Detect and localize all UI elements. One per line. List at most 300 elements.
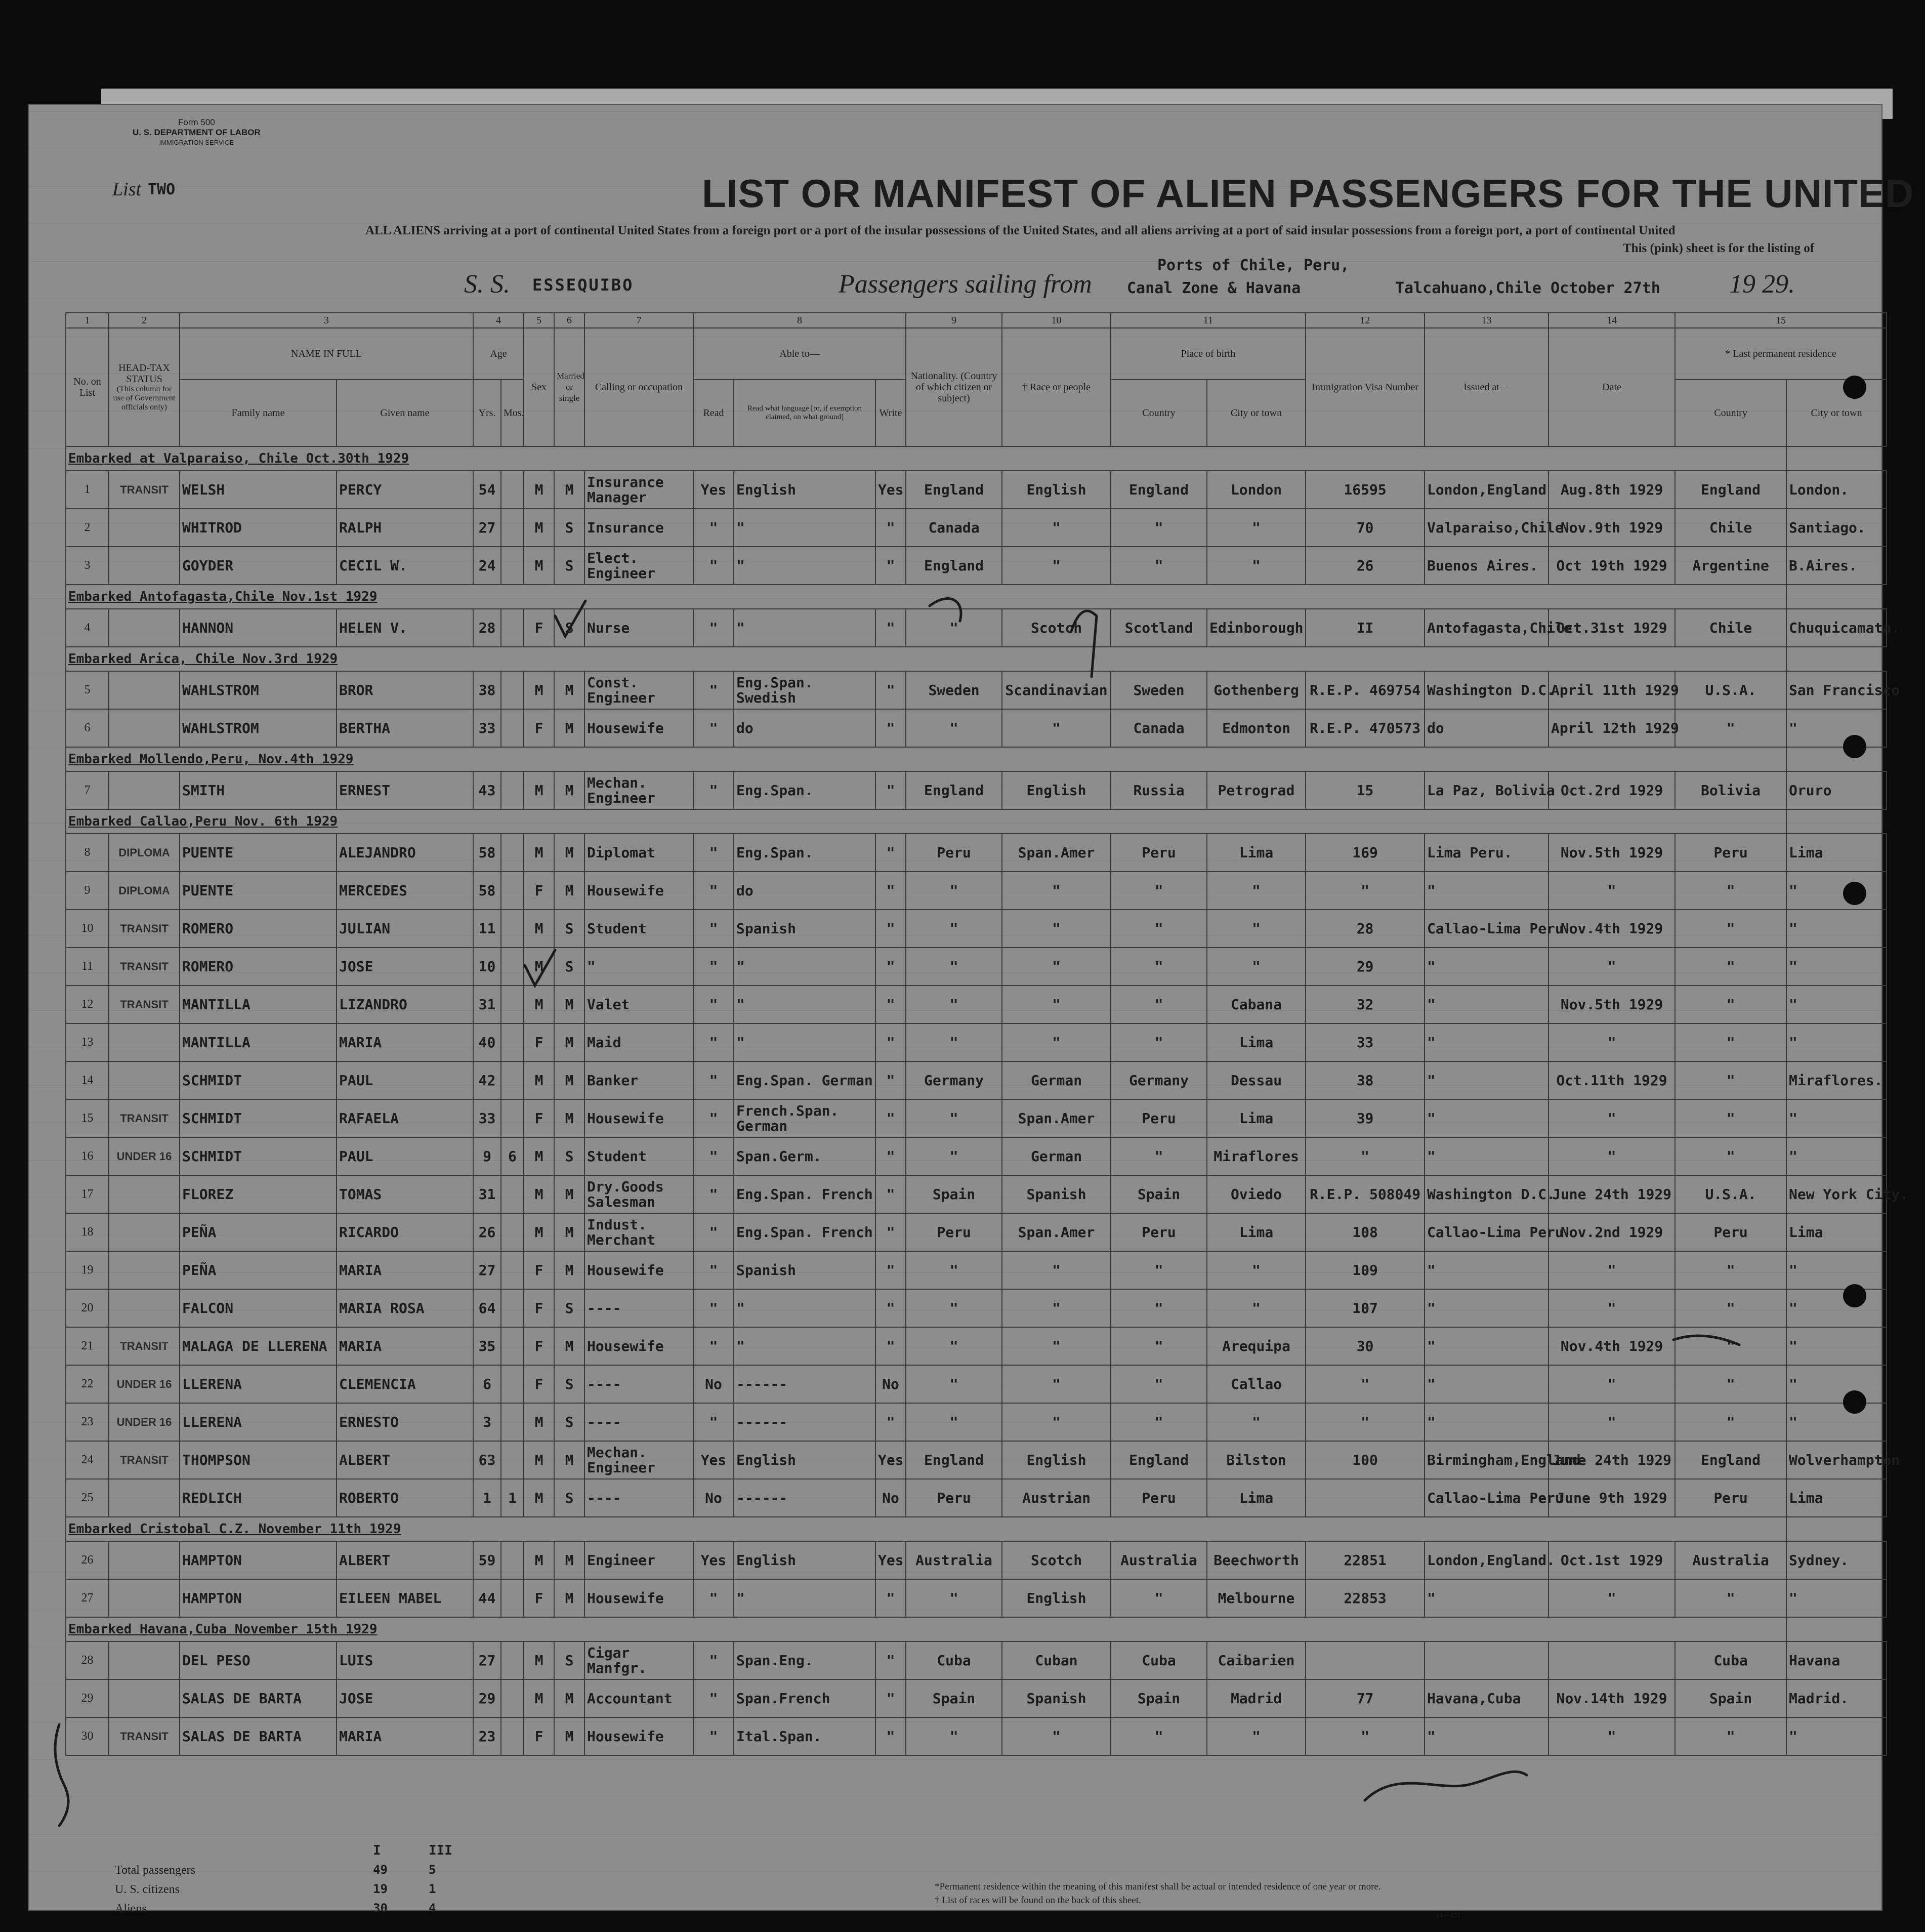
age-years: 27: [473, 1251, 501, 1289]
birth-city: London: [1207, 471, 1306, 509]
manifest-subtitle: ALL ALIENS arriving at a port of continental United States from a foreign port or a port of the insular possessions of the United States, and all aliens arriving at a port of said insular possessions from a foreign port, a port of continental United: [365, 224, 1676, 237]
given-name: MARIA ROSA: [337, 1289, 473, 1327]
marital-status: S: [554, 1137, 584, 1175]
head-tax-status: [109, 1213, 180, 1251]
sex: M: [524, 1541, 554, 1579]
read-language: Eng.Span. French: [734, 1213, 875, 1251]
visa-issued-at: ": [1425, 1251, 1549, 1289]
family-name: HAMPTON: [180, 1541, 337, 1579]
birth-city: ": [1207, 1717, 1306, 1755]
embarkation-row: [66, 446, 1887, 471]
totals-row-citizens: [115, 1879, 484, 1899]
family-name: DEL PESO: [180, 1641, 337, 1679]
given-name: PAUL: [337, 1137, 473, 1175]
sailing-year: 19 29.: [1729, 270, 1795, 299]
visa-date: ": [1549, 1403, 1675, 1441]
read-language: ": [734, 609, 875, 647]
residence-city: Lima: [1786, 834, 1887, 872]
sailing-date: Talcahuano,Chile October 27th: [1395, 279, 1660, 297]
race: English: [1002, 471, 1111, 509]
can-read: ": [693, 771, 734, 809]
age-years: 11: [473, 910, 501, 948]
passenger-row: [66, 1061, 1887, 1099]
age-months: [501, 910, 524, 948]
residence-country: ": [1675, 1365, 1786, 1403]
read-language: French.Span. German: [734, 1099, 875, 1137]
visa-date: [1549, 1641, 1675, 1679]
visa-issued-at: ": [1425, 1023, 1549, 1061]
can-read: ": [693, 1679, 734, 1717]
embarkation-label: Embarked Arica, Chile Nov.3rd 1929: [66, 647, 1786, 671]
head-tax-status: TRANSIT: [109, 948, 180, 985]
residence-city: Lima: [1786, 1479, 1887, 1517]
embarkation-label: Embarked Callao,Peru Nov. 6th 1929: [66, 809, 1786, 834]
can-write: ": [875, 872, 906, 910]
sex: M: [524, 547, 554, 585]
visa-date: Oct.31st 1929: [1549, 609, 1675, 647]
residence-country: Argentine: [1675, 547, 1786, 585]
sex: M: [524, 509, 554, 547]
age-years: 59: [473, 1541, 501, 1579]
age-years: 33: [473, 709, 501, 747]
can-write: ": [875, 1289, 906, 1327]
head-tax-status: [109, 609, 180, 647]
visa-date: Nov.2nd 1929: [1549, 1213, 1675, 1251]
occupation: Indust. Merchant: [584, 1213, 693, 1251]
sex: M: [524, 1479, 554, 1517]
race: Span.Amer: [1002, 1099, 1111, 1137]
can-write: ": [875, 1175, 906, 1213]
race: ": [1002, 509, 1111, 547]
residence-country: Chile: [1675, 609, 1786, 647]
embarkation-row: [66, 1617, 1887, 1641]
binder-hole: [1843, 1284, 1866, 1307]
age-months: [501, 1365, 524, 1403]
totals-label: Total passengers: [115, 1864, 195, 1877]
residence-country: ": [1675, 1251, 1786, 1289]
birth-city: Madrid: [1207, 1679, 1306, 1717]
age-months: [501, 771, 524, 809]
can-write: ": [875, 771, 906, 809]
row-number: 18: [66, 1213, 109, 1251]
visa-date: Oct.2rd 1929: [1549, 771, 1675, 809]
read-language: Span.Eng.: [734, 1641, 875, 1679]
row-number: 29: [66, 1679, 109, 1717]
birth-country: ": [1111, 1023, 1207, 1061]
visa-number: 32: [1306, 985, 1425, 1023]
given-name: BROR: [337, 671, 473, 709]
age-months: [501, 547, 524, 585]
can-write: ": [875, 1717, 906, 1755]
residence-city: San Francisco: [1786, 671, 1887, 709]
birth-country: ": [1111, 1289, 1207, 1327]
row-number: 15: [66, 1099, 109, 1137]
age-years: 58: [473, 834, 501, 872]
embarkation-label: Embarked Antofagasta,Chile Nov.1st 1929: [66, 585, 1786, 609]
race: Span.Amer: [1002, 1213, 1111, 1251]
nationality: ": [906, 985, 1002, 1023]
hdr-age: Age: [473, 328, 524, 380]
passenger-row: [66, 948, 1887, 985]
race: Scandinavian: [1002, 671, 1111, 709]
nationality: Peru: [906, 834, 1002, 872]
can-write: ": [875, 1641, 906, 1679]
marital-status: M: [554, 709, 584, 747]
read-language: ": [734, 509, 875, 547]
can-write: Yes: [875, 471, 906, 509]
hdr-given-name: Given name: [337, 380, 473, 446]
nationality: England: [906, 1441, 1002, 1479]
family-name: MANTILLA: [180, 985, 337, 1023]
row-number: 3: [66, 547, 109, 585]
given-name: ALBERT: [337, 1441, 473, 1479]
residence-city: ": [1786, 872, 1887, 910]
col-num: 5: [524, 313, 554, 328]
residence-country: Chile: [1675, 509, 1786, 547]
race: ": [1002, 910, 1111, 948]
birth-city: Oviedo: [1207, 1175, 1306, 1213]
birth-city: Caibarien: [1207, 1641, 1306, 1679]
race: ": [1002, 985, 1111, 1023]
marital-status: M: [554, 834, 584, 872]
visa-issued-at: Antofagasta,Chile: [1425, 609, 1549, 647]
sex: M: [524, 910, 554, 948]
nationality: Spain: [906, 1175, 1002, 1213]
residence-city: Santiago.: [1786, 509, 1887, 547]
marital-status: M: [554, 471, 584, 509]
read-language: do: [734, 709, 875, 747]
passenger-row: [66, 1175, 1887, 1213]
head-tax-status: UNDER 16: [109, 1365, 180, 1403]
given-name: BERTHA: [337, 709, 473, 747]
can-write: No: [875, 1479, 906, 1517]
embarkation-label: Embarked Havana,Cuba November 15th 1929: [66, 1617, 1786, 1641]
passenger-row: [66, 1641, 1887, 1679]
visa-date: Oct.11th 1929: [1549, 1061, 1675, 1099]
residence-country: ": [1675, 1137, 1786, 1175]
totals-block: [115, 1841, 484, 1918]
footnote-races: † List of races will be found on the back of this sheet.: [935, 1895, 1141, 1906]
birth-country: ": [1111, 1365, 1207, 1403]
head-tax-status: [109, 509, 180, 547]
read-language: Eng.Span. Swedish: [734, 671, 875, 709]
can-read: ": [693, 1289, 734, 1327]
passenger-row: [66, 1365, 1887, 1403]
age-months: [501, 1061, 524, 1099]
visa-issued-at: Callao-Lima Peru: [1425, 1479, 1549, 1517]
form-header-block: [133, 117, 261, 148]
age-months: [501, 1327, 524, 1365]
residence-city: ": [1786, 1327, 1887, 1365]
birth-country: Sweden: [1111, 671, 1207, 709]
visa-issued-at: ": [1425, 1137, 1549, 1175]
col-num: 13: [1425, 313, 1549, 328]
col-num: 11: [1111, 313, 1306, 328]
row-number: 13: [66, 1023, 109, 1061]
read-language: ": [734, 948, 875, 985]
row-number: 1: [66, 471, 109, 509]
birth-country: Australia: [1111, 1541, 1207, 1579]
residence-city: Sydney.: [1786, 1541, 1887, 1579]
head-tax-status: [109, 709, 180, 747]
passenger-row: [66, 910, 1887, 948]
birth-country: ": [1111, 872, 1207, 910]
residence-city: ": [1786, 1251, 1887, 1289]
can-read: ": [693, 509, 734, 547]
row-number: 12: [66, 985, 109, 1023]
totals-value-i: 30: [373, 1901, 388, 1915]
nationality: ": [906, 1137, 1002, 1175]
ship-name: ESSEQUIBO: [532, 275, 634, 295]
list-label: List: [112, 179, 142, 200]
age-years: 44: [473, 1579, 501, 1617]
family-name: PUENTE: [180, 872, 337, 910]
race: English: [1002, 1579, 1111, 1617]
marital-status: M: [554, 1023, 584, 1061]
visa-date: June 9th 1929: [1549, 1479, 1675, 1517]
header-row-1: [66, 328, 1887, 380]
residence-country: ": [1675, 910, 1786, 948]
nationality: ": [906, 910, 1002, 948]
marital-status: M: [554, 1061, 584, 1099]
visa-date: June 24th 1929: [1549, 1175, 1675, 1213]
visa-date: ": [1549, 1717, 1675, 1755]
hdr-mos: Mos.: [501, 380, 524, 446]
read-language: ": [734, 1579, 875, 1617]
race: Cuban: [1002, 1641, 1111, 1679]
residence-city: ": [1786, 1099, 1887, 1137]
birth-country: ": [1111, 1251, 1207, 1289]
race: Span.Amer: [1002, 834, 1111, 872]
form-code: 14—431: [1436, 1912, 1460, 1919]
sex: M: [524, 1061, 554, 1099]
residence-country: ": [1675, 1099, 1786, 1137]
birth-country: Spain: [1111, 1175, 1207, 1213]
residence-country: Australia: [1675, 1541, 1786, 1579]
marital-status: M: [554, 671, 584, 709]
nationality: England: [906, 471, 1002, 509]
birth-city: Arequipa: [1207, 1327, 1306, 1365]
marital-status: M: [554, 985, 584, 1023]
visa-issued-at: Birmingham,England: [1425, 1441, 1549, 1479]
birth-city: ": [1207, 1289, 1306, 1327]
age-years: 1: [473, 1479, 501, 1517]
can-read: ": [693, 709, 734, 747]
head-tax-status: DIPLOMA: [109, 872, 180, 910]
age-months: [501, 1213, 524, 1251]
row-number: 16: [66, 1137, 109, 1175]
totals-value-i: 49: [373, 1863, 388, 1877]
totals-value-iii: 4: [429, 1901, 436, 1915]
age-years: 58: [473, 872, 501, 910]
hdr-married: Married or single: [554, 328, 584, 446]
occupation: Housewife: [584, 1717, 693, 1755]
read-language: ": [734, 1289, 875, 1327]
residence-city: Madrid.: [1786, 1679, 1887, 1717]
passenger-row: [66, 1479, 1887, 1517]
residence-country: ": [1675, 709, 1786, 747]
occupation: ----: [584, 1479, 693, 1517]
can-read: ": [693, 1641, 734, 1679]
head-tax-status: TRANSIT: [109, 1441, 180, 1479]
embarkation-row: [66, 747, 1887, 771]
visa-date: ": [1549, 1023, 1675, 1061]
head-tax-status: [109, 771, 180, 809]
can-write: ": [875, 1137, 906, 1175]
hdr-visa: Immigration Visa Number: [1306, 328, 1425, 446]
visa-date: ": [1549, 1137, 1675, 1175]
occupation: Engineer: [584, 1541, 693, 1579]
row-number: 4: [66, 609, 109, 647]
birth-city: Cabana: [1207, 985, 1306, 1023]
sex: M: [524, 771, 554, 809]
family-name: ROMERO: [180, 948, 337, 985]
occupation: Housewife: [584, 1579, 693, 1617]
row-number: 17: [66, 1175, 109, 1213]
passenger-rows: [66, 446, 1909, 1755]
visa-number: ": [1306, 1717, 1425, 1755]
residence-city: ": [1786, 1403, 1887, 1441]
can-read: ": [693, 834, 734, 872]
can-write: ": [875, 609, 906, 647]
head-tax-status: TRANSIT: [109, 985, 180, 1023]
visa-issued-at: Washington D.C.: [1425, 671, 1549, 709]
given-name: HELEN V.: [337, 609, 473, 647]
visa-issued-at: ": [1425, 985, 1549, 1023]
can-write: ": [875, 1023, 906, 1061]
birth-country: Cuba: [1111, 1641, 1207, 1679]
passenger-row: [66, 509, 1887, 547]
family-name: SCHMIDT: [180, 1137, 337, 1175]
visa-date: Nov.5th 1929: [1549, 834, 1675, 872]
sex: F: [524, 1251, 554, 1289]
age-years: 33: [473, 1099, 501, 1137]
can-write: ": [875, 709, 906, 747]
nationality: ": [906, 609, 1002, 647]
given-name: ERNESTO: [337, 1403, 473, 1441]
birth-country: ": [1111, 509, 1207, 547]
head-tax-status: [109, 1579, 180, 1617]
can-read: ": [693, 1251, 734, 1289]
visa-issued-at: Lima Peru.: [1425, 834, 1549, 872]
embarkation-label: Embarked Cristobal C.Z. November 11th 1929: [66, 1517, 1786, 1541]
row-number: 25: [66, 1479, 109, 1517]
nationality: ": [906, 1403, 1002, 1441]
column-number-row: [66, 313, 1887, 328]
passenger-row: [66, 1441, 1887, 1479]
visa-date: Nov.14th 1929: [1549, 1679, 1675, 1717]
race: ": [1002, 1365, 1111, 1403]
visa-issued-at: ": [1425, 1061, 1549, 1099]
residence-city: B.Aires.: [1786, 547, 1887, 585]
marital-status: M: [554, 1251, 584, 1289]
birth-city: ": [1207, 1403, 1306, 1441]
birth-country: Canada: [1111, 709, 1207, 747]
nationality: Peru: [906, 1213, 1002, 1251]
can-write: ": [875, 509, 906, 547]
can-read: ": [693, 609, 734, 647]
visa-issued-at: ": [1425, 1099, 1549, 1137]
sex: M: [524, 1441, 554, 1479]
binder-hole: [1843, 735, 1866, 758]
sex: F: [524, 1023, 554, 1061]
visa-number: R.E.P. 470573: [1306, 709, 1425, 747]
visa-date: ": [1549, 948, 1675, 985]
can-write: ": [875, 1403, 906, 1441]
head-tax-status: UNDER 16: [109, 1137, 180, 1175]
visa-number: R.E.P. 469754: [1306, 671, 1425, 709]
can-read: ": [693, 1717, 734, 1755]
age-years: 26: [473, 1213, 501, 1251]
visa-issued-at: London,England.: [1425, 1541, 1549, 1579]
marital-status: S: [554, 1403, 584, 1441]
birth-city: ": [1207, 872, 1306, 910]
can-read: ": [693, 1213, 734, 1251]
totals-label: U. S. citizens: [115, 1883, 180, 1896]
age-months: [501, 1023, 524, 1061]
visa-number: 70: [1306, 509, 1425, 547]
race: ": [1002, 547, 1111, 585]
marital-status: M: [554, 1175, 584, 1213]
visa-issued-at: [1425, 1641, 1549, 1679]
visa-issued-at: London,England: [1425, 471, 1549, 509]
race: ": [1002, 948, 1111, 985]
can-read: ": [693, 948, 734, 985]
visa-issued-at: ": [1425, 1289, 1549, 1327]
head-tax-status: [109, 1679, 180, 1717]
sex: M: [524, 1679, 554, 1717]
visa-issued-at: La Paz, Bolivia: [1425, 771, 1549, 809]
head-tax-status: [109, 671, 180, 709]
visa-date: June 24th 1929: [1549, 1441, 1675, 1479]
residence-country: ": [1675, 1023, 1786, 1061]
given-name: LIZANDRO: [337, 985, 473, 1023]
race: German: [1002, 1137, 1111, 1175]
can-read: ": [693, 547, 734, 585]
birth-city: Miraflores: [1207, 1137, 1306, 1175]
ports-line-2: Canal Zone & Havana: [1127, 279, 1301, 297]
given-name: TOMAS: [337, 1175, 473, 1213]
read-language: English: [734, 1541, 875, 1579]
birth-city: Edmonton: [1207, 709, 1306, 747]
head-tax-status: [109, 1541, 180, 1579]
row-number: 14: [66, 1061, 109, 1099]
age-years: 63: [473, 1441, 501, 1479]
hdr-place-of-birth: Place of birth: [1111, 328, 1306, 380]
visa-issued-at: ": [1425, 1717, 1549, 1755]
visa-number: 22851: [1306, 1541, 1425, 1579]
occupation: Student: [584, 1137, 693, 1175]
race: ": [1002, 1289, 1111, 1327]
residence-country: U.S.A.: [1675, 1175, 1786, 1213]
family-name: WAHLSTROM: [180, 671, 337, 709]
totals-header: [115, 1841, 484, 1860]
hdr-last-residence: * Last permanent residence: [1675, 328, 1887, 380]
can-write: ": [875, 671, 906, 709]
visa-issued-at: ": [1425, 1403, 1549, 1441]
col-num: 12: [1306, 313, 1425, 328]
hdr-issued-at: Issued at—: [1425, 328, 1549, 446]
given-name: RICARDO: [337, 1213, 473, 1251]
visa-issued-at: ": [1425, 948, 1549, 985]
passenger-row: [66, 1099, 1887, 1137]
family-name: GOYDER: [180, 547, 337, 585]
family-name: ROMERO: [180, 910, 337, 948]
visa-date: Nov.4th 1929: [1549, 1327, 1675, 1365]
hdr-sex: Sex: [524, 328, 554, 446]
nationality: Cuba: [906, 1641, 1002, 1679]
read-language: Spanish: [734, 910, 875, 948]
